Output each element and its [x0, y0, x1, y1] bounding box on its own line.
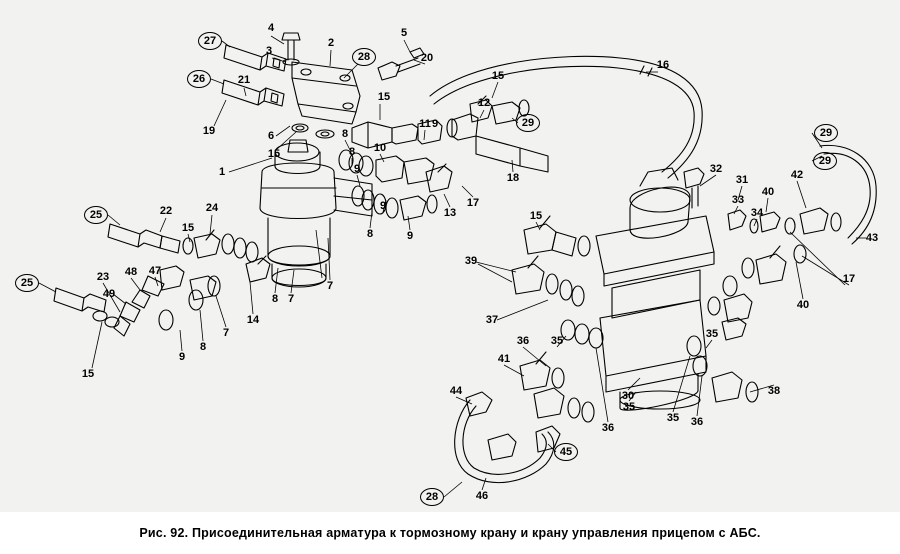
callout-7-b: 7 — [287, 293, 295, 305]
callout-29-c: 29 — [813, 152, 837, 170]
callout-21: 21 — [237, 74, 251, 86]
callout-7-a: 7 — [326, 280, 334, 292]
callout-29-a: 29 — [516, 114, 540, 132]
callout-17-b: 17 — [842, 273, 856, 285]
callout-15-c: 15 — [267, 148, 281, 160]
callout-15-b: 15 — [377, 91, 391, 103]
callout-25-a: 25 — [84, 206, 108, 224]
callout-27: 27 — [198, 32, 222, 50]
callout-40-b: 40 — [796, 299, 810, 311]
callout-15-f: 15 — [81, 368, 95, 380]
callout-42: 42 — [790, 169, 804, 181]
callout-9-c: 9 — [379, 200, 387, 212]
callout-2: 2 — [327, 37, 335, 49]
callout-41: 41 — [497, 353, 511, 365]
callout-36-a: 36 — [516, 335, 530, 347]
callout-16: 16 — [656, 59, 670, 71]
callout-10: 10 — [373, 142, 387, 154]
callout-11: 11 — [419, 118, 431, 130]
callout-23: 23 — [96, 271, 110, 283]
callout-9-a: 9 — [431, 118, 439, 130]
callout-12: 12 — [477, 97, 491, 109]
callout-39: 39 — [464, 255, 478, 267]
callout-8-c: 8 — [366, 228, 374, 240]
callout-8-d: 8 — [271, 293, 279, 305]
figure-caption — [0, 512, 900, 554]
callout-43: 43 — [865, 232, 879, 244]
callout-5: 5 — [400, 27, 408, 39]
callout-37: 37 — [485, 314, 499, 326]
callout-9-d: 9 — [406, 230, 414, 242]
callout-46: 46 — [475, 490, 489, 502]
callout-17-a: 17 — [466, 197, 480, 209]
callout-3: 3 — [265, 45, 273, 57]
callout-9-b: 9 — [353, 163, 361, 175]
callout-9-e: 9 — [178, 351, 186, 363]
callout-15-a: 15 — [491, 70, 505, 82]
callout-29-b: 29 — [814, 124, 838, 142]
callout-31: 31 — [735, 174, 749, 186]
callout-25-b: 25 — [15, 274, 39, 292]
callout-34: 34 — [750, 207, 764, 219]
callout-8-b: 8 — [348, 146, 356, 158]
callout-40-a: 40 — [761, 186, 775, 198]
callout-45: 45 — [554, 443, 578, 461]
callout-13: 13 — [443, 207, 457, 219]
callout-30: 30 — [621, 390, 635, 402]
callout-7-c: 7 — [222, 327, 230, 339]
callout-36-c: 36 — [690, 416, 704, 428]
callout-28-bottom: 28 — [420, 488, 444, 506]
callout-48: 48 — [124, 266, 138, 278]
callout-15-e: 15 — [529, 210, 543, 222]
callout-22: 22 — [159, 205, 173, 217]
callout-6: 6 — [267, 130, 275, 142]
callout-1: 1 — [218, 166, 226, 178]
callout-8-a: 8 — [341, 128, 349, 140]
callout-35-c: 35 — [622, 401, 636, 413]
callout-36-b: 36 — [601, 422, 615, 434]
callout-19: 19 — [202, 125, 216, 137]
callout-44: 44 — [449, 385, 463, 397]
callout-35-a: 35 — [550, 335, 564, 347]
callout-28-top: 28 — [352, 48, 376, 66]
callout-24: 24 — [205, 202, 219, 214]
callout-26: 26 — [187, 70, 211, 88]
callout-18: 18 — [506, 172, 520, 184]
callout-49: 49 — [102, 288, 116, 300]
callout-47: 47 — [148, 265, 162, 277]
figure-caption-text: Рис. 92. Присоединительная арматура к тормозному крану и крану управления прицепом с АБС. — [139, 526, 761, 540]
callout-8-e: 8 — [199, 341, 207, 353]
callout-14: 14 — [246, 314, 260, 326]
callout-4: 4 — [267, 22, 275, 34]
callout-35-b: 35 — [705, 328, 719, 340]
callout-15-d: 15 — [181, 222, 195, 234]
callout-20: 20 — [420, 52, 434, 64]
callout-33: 33 — [731, 194, 745, 206]
callout-32: 32 — [709, 163, 723, 175]
callout-35-d: 35 — [666, 412, 680, 424]
callout-38: 38 — [767, 385, 781, 397]
